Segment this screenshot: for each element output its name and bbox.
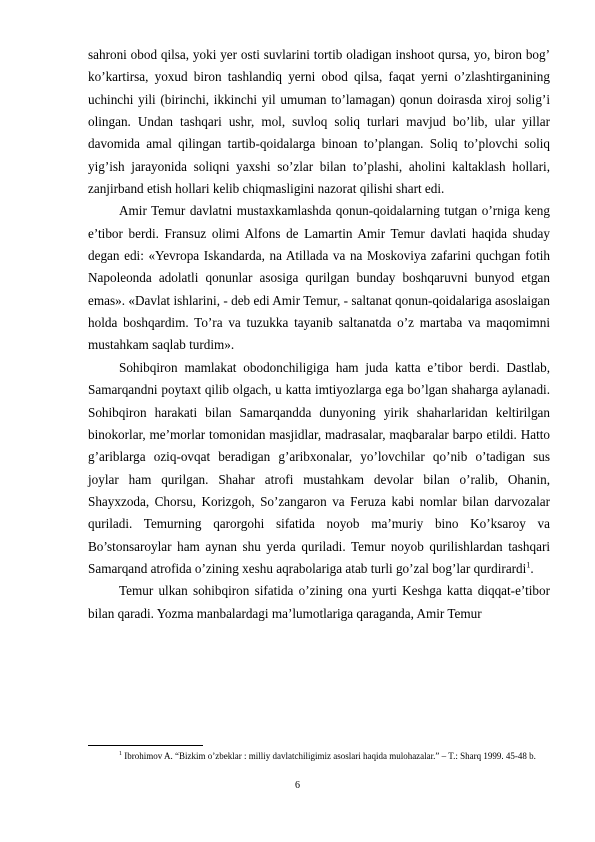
footnote-text: Ibrohimov A. “Bizkim o’zbeklar : milliy davlatchiligimiz asoslari haqida mulohazalar.” – T.: Sharq 1999. 45-48 b. xyxy=(122,751,536,761)
footnote-divider xyxy=(88,745,203,746)
paragraph-1: sahroni obod qilsa, yoki yer osti suvlarini tortib oladigan inshoot qursa, yo, biron bog’ ko’kartirsa, yoxud biron tashlandiq yerni obod qilsa, faqat yerni o’zlashtirganining uchinchi yili (birinchi, ikkinchi yil umuman to’lamagan) qonun doirasda xiroj solig’i olingan. Undan tashqari ushr, mol, suvloq soliq turlari mavjud bo’lib, ular yillar davomida amal qilingan tartib-qoidalarga binoan to’plangan. Soliq to’plovchi soliq yig’ish jarayonida soliqni yaxshi so’zlar bilan to’plashi, aholini kaltaklash hollari, zanjirband etish hollari kelib chiqmasligini nazorat qilishi shart edi. xyxy=(88,47,550,197)
footnote xyxy=(88,748,550,765)
footnote-reference[interactable]: 1 xyxy=(526,560,531,570)
footnote-number: 1 xyxy=(119,751,122,757)
paragraph-3-end: . xyxy=(530,560,534,576)
page-body xyxy=(88,44,550,625)
paragraph-3 xyxy=(88,357,550,580)
paragraph-4: Temur ulkan sohibqiron sifatida o’zining ona yurti Keshga katta diqqat-e’tibor bilan qaradi. Yozma manbalardagi ma’lumotlariga qaraganda, Amir Temur xyxy=(88,583,550,621)
page-number: 6 xyxy=(295,780,300,791)
paragraph-3-text: Sohibqiron mamlakat obodonchiligiga ham juda katta e’tibor berdi. Dastlab, Samarqandni poytaxt qilib olgach, u katta imtiyozlarga ega bo’lgan shaharga aylanadi. Sohibqiron harakati bilan Samarqandda dunyoning yirik shaharlaridan keltirilgan binokorlar, me’morlar tomonidan masjidlar, madrasalar, maqbaralar barpo etildi. Hatto g’ariblarga oziq-ovqat beradigan g’aribxonalar, yo’lovchilar qo’nib o’tadigan sus joylar ham qurilgan. Shahar atrofi mustahkam devolar bilan o’ralib, Ohanin, Shayxzoda, Chorsu, Korizgoh, So’zangaron va Feruza kabi nomlar bilan darvozalar quriladi. Temurning qarorgohi sifatida noyob ma’muriy bino Ko’ksaroy va Bo’stonsaroylar ham aynan shu yerda quriladi. Temur noyob qurilishlardan tashqari Samarqand atrofida o’zining xeshu aqrabolariga atab turli go’zal bog’lar qurdirardi xyxy=(88,359,550,576)
paragraph-2: Amir Temur davlatni mustaxkamlashda qonun-qoidalarning tutgan o’rniga keng e’tibor berdi. Fransuz olimi Alfons de Lamartin Amir Temur davlati haqida shuday degan edi: «Yevropa Iskandarda, na Atillada va na Moskoviya zafarini quchgan fotih Napoleonda adolatli qonunlar asosiga qurilgan bunday boshqaruvni bunyod etgan emas». «Davlat ishlarini, - deb edi Amir Temur, - saltanat qonun-qoidalariga asoslaigan holda boshqardim. To’ra va tuzukka tayanib saltanatda o’z martaba va maqomimni mustahkam saqlab turdim». xyxy=(88,203,550,353)
